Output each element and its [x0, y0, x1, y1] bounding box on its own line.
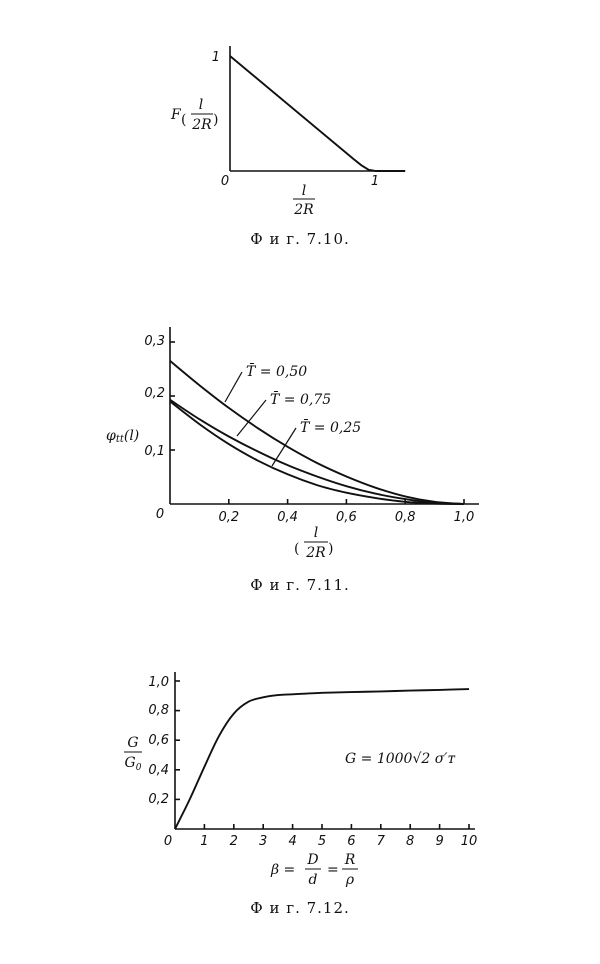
f10-y-label-paren-close: ) — [213, 112, 219, 128]
f11-x-label-paren-close: ) — [328, 541, 334, 557]
f12-x-tick-label: 3 — [259, 834, 268, 849]
f10-x-label-den: 2R — [294, 202, 314, 218]
f11-x-tick-label: 0,6 — [336, 510, 357, 525]
figure-7-12 — [124, 672, 477, 917]
f11-x-label — [294, 525, 333, 561]
f12-y-tick-label: 0,8 — [148, 703, 169, 718]
f11-annotation-t050: T̄ = 0,50 — [246, 364, 308, 380]
f10-y-tick: 1 — [211, 50, 220, 65]
f12-y-tick-label: 0,6 — [148, 733, 169, 748]
f10-y-label-den: 2R — [192, 117, 212, 133]
f11-annotation-t075: T̄ = 0,75 — [270, 392, 332, 408]
f12-x-tick-label: 2 — [229, 834, 238, 849]
f11-x-label-num: l — [313, 525, 319, 541]
caption-7-11: Ф и г. 7.11. — [250, 576, 350, 594]
f11-x-label-den: 2R — [306, 545, 326, 561]
f11-x-tick-label: 0,4 — [277, 510, 298, 525]
f12-y-label — [124, 735, 142, 773]
f11-origin-label: 0 — [155, 507, 165, 522]
f11-leader-t025 — [272, 428, 296, 466]
f12-x-label-eq: = — [327, 862, 339, 878]
f10-y-label-num: l — [198, 97, 204, 113]
f12-y-label-num: G — [127, 735, 139, 751]
f11-y-tick-label: 0,3 — [144, 334, 165, 349]
f11-x-tick-label: 0,8 — [394, 510, 416, 525]
figure-7-11 — [106, 327, 479, 594]
f10-x-tick: 0 — [220, 174, 230, 189]
f10-series-line — [230, 56, 405, 171]
f12-x-tick-label: 5 — [317, 834, 327, 849]
f12-x-label — [270, 852, 358, 888]
figure-7-10 — [170, 46, 405, 248]
f12-y-tick-label: 0,2 — [148, 792, 169, 807]
f12-x-label-beta: β = — [271, 862, 296, 878]
f10-y-label-func: F — [171, 107, 181, 123]
f11-x-label-paren-open: ( — [294, 541, 300, 557]
f12-x-label-R: R — [344, 852, 356, 868]
f12-x-label-d: d — [308, 872, 318, 888]
f10-x-label-num: l — [301, 183, 307, 199]
f12-x-tick-label: 4 — [288, 834, 297, 849]
f11-series-t075 — [170, 400, 464, 504]
f12-x-tick-label: 7 — [376, 834, 385, 849]
f12-x-tick-label: 1 — [200, 834, 209, 849]
f12-y-tick-label: 0,4 — [148, 763, 169, 778]
f12-x-tick-label: 9 — [435, 834, 444, 849]
f10-y-label — [170, 97, 218, 133]
f10-plot-area — [230, 56, 405, 171]
f11-x-tick-label: 0,2 — [218, 510, 240, 525]
f11-leader-t050 — [225, 372, 242, 402]
f12-x-label-rho: ρ — [345, 872, 355, 888]
f11-y-tick-label: 0,2 — [144, 386, 165, 401]
f11-annotation-t025: T̄ = 0,25 — [300, 420, 362, 436]
f11-x-tick-label: 1,0 — [453, 510, 475, 525]
f12-x-tick-label: 8 — [406, 834, 415, 849]
f10-x-tick: 1 — [370, 174, 380, 189]
f12-x-tick-label: 6 — [347, 834, 356, 849]
f11-y-tick-label: 0,1 — [144, 444, 165, 459]
f12-formula: G = 1000√2 σ′ᴛ — [345, 751, 456, 767]
f12-x-tick-label: 0 — [163, 834, 173, 849]
f11-y-label: φtt(l) — [106, 428, 140, 445]
f12-y-label-den: $G_0$ — [124, 755, 142, 773]
f11-series-t025 — [170, 401, 464, 504]
f12-x-label-D: D — [307, 852, 319, 868]
f12-y-tick-label: 1,0 — [148, 675, 169, 690]
f10-y-label-paren-open: ( — [181, 112, 187, 128]
f10-x-label — [293, 183, 315, 218]
caption-7-12: Ф и г. 7.12. — [250, 899, 350, 917]
f12-x-tick-label: 10 — [460, 834, 478, 849]
caption-7-10: Ф и г. 7.10. — [250, 230, 350, 248]
